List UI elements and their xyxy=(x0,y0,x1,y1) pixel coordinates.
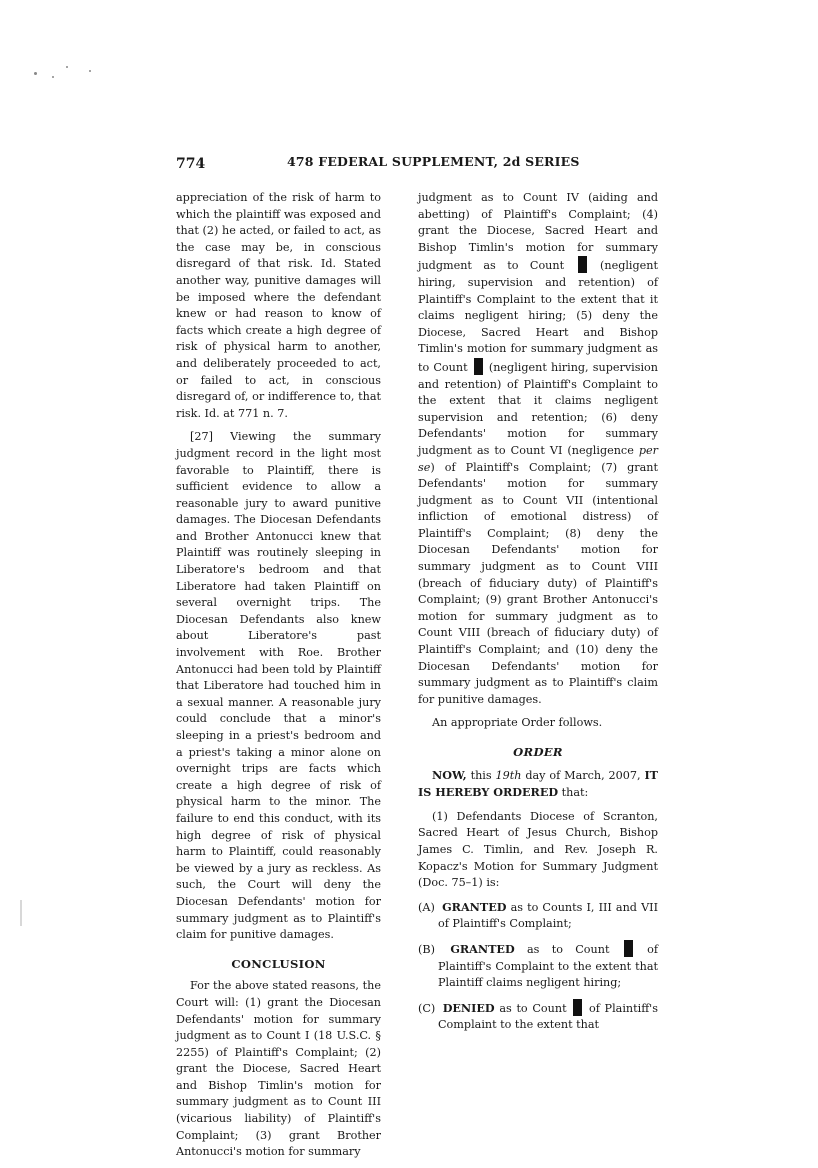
paragraph: appreciation of the risk of harm to which the plaintiff was exposed and that (2) he acted, or failed to act, as the case may be, in conscious disregard of that risk. Id. Stated another way, punitive damages will be imposed where the defendant knew or had reason to know of facts which create a high degree of risk of physical harm to another, and deliberately proceeded to act, or failed to act, in conscious disregard of, or indifference to, that risk. Id. at 771 n. 7. xyxy=(176,191,381,420)
left-column xyxy=(176,190,381,1168)
text-run: per se xyxy=(418,443,659,474)
order-list xyxy=(418,899,658,1034)
text-run: as to Count xyxy=(526,942,610,956)
scan-speck xyxy=(52,76,54,78)
text-run: of Plaintiff's Complaint to the extent that xyxy=(438,1001,658,1032)
text-run: day of March, 2007, xyxy=(525,768,641,782)
text-run: judgment as to Count IV (aiding and abetting) of Plaintiff's Complaint; (4) grant the Diocese, Sacred Heart and Bishop Timlin's motion for summary judgment as to Count xyxy=(418,191,658,273)
text-run: that: xyxy=(561,786,589,800)
order-heading: ORDER xyxy=(513,745,563,759)
item-label: (B) xyxy=(418,942,435,956)
list-item xyxy=(418,940,658,992)
running-head: 478 FEDERAL SUPPLEMENT, 2d SERIES xyxy=(287,154,580,169)
text-run: 19th xyxy=(495,768,522,782)
paragraph: [27] Viewing the summary judgment record in the light most favorable to Plaintiff, there is sufficient evidence to allow a reasonable jury to award punitive damages. The Diocesan Defendants and Brother Antonucci knew that Plaintiff was routinely sleeping in Liberatore's bedroom and that Liberatore had taken Plaintiff on several overnight trips. The Diocesan Defendants also knew about Liberatore's past involvement with Roe. Brother Antonucci had been told by Plaintiff that Liberatore had touched him in a sexual manner. A reasonable jury could conclude that a minor's sleeping in a priest's bedroom and a priest's taking a minor alone on overnight trips are facts which create a high degree of risk of physical harm to the minor. The failure to end this conduct, with its high degree of risk of physical harm to Plaintiff, could reasonably be viewed by a jury as reckless. As such, the Court will deny the Diocesan Defendants' motion for summary judgment as to Plaintiff's claim for punitive damages. xyxy=(176,430,381,942)
text-run: (negligent hiring, supervision and retention) of Plaintiff's Complaint to the extent that it claims negligent hiring; (5) deny the Diocese, Sacred Heart and Bishop Timlin's motion for summary judgment as to Count xyxy=(418,259,658,374)
text-run: as to Counts I, III and VII of Plaintiff's Complaint; xyxy=(438,900,659,931)
text-run: DENIED xyxy=(442,1000,495,1015)
redaction-bar xyxy=(578,256,587,273)
paragraph: For the above stated reasons, the Court will: (1) grant the Diocesan Defendants' motion for summary judgment as to Count I (18 U.S.C. § 2255) of Plaintiff's Complaint; (2) grant the Diocese, Sacred Heart and Bishop Timlin's motion for summary judgment as to Count III (vicarious liability) of Plaintiff's Complaint; (3) grant Brother Antonucci's motion for summary xyxy=(176,979,381,1159)
scan-speck xyxy=(89,70,91,72)
redaction-bar xyxy=(624,940,633,957)
order-intro xyxy=(418,767,658,802)
paragraph: An appropriate Order follows. xyxy=(432,716,603,730)
paragraph xyxy=(418,190,658,708)
text-run: IT IS HEREBY ORDERED xyxy=(418,767,658,800)
item-label: (A) xyxy=(418,900,435,914)
text-run: ) of Plaintiff's Complaint; (7) grant Defendants' motion for summary judgment as to Count VII (intentional infliction of emotional distress) of Plaintiff's Complaint; (8) deny the Diocesan Defendants' motion for summary judgment as to Count VIII (breach of fiduciary duty) of Plaintiff's Complaint; (9) grant Brother Antonucci's motion for summary judgment as to Count VIII (breach of fiduciary duty) of Plaintiff's Complaint; and (10) deny the Diocesan Defendants' motion for summary judgment as to Plaintiff's claim for punitive damages. xyxy=(418,460,658,706)
paragraph: (1) Defendants Diocese of Scranton, Sacred Heart of Jesus Church, Bishop James C. Timlin, and Rev. Joseph R. Kopacz's Motion for Summary Judgment (Doc. 75–1) is: xyxy=(418,809,658,890)
list-item xyxy=(418,999,658,1034)
list-item xyxy=(418,899,658,933)
text-run: NOW, xyxy=(432,767,467,782)
page-number: 774 xyxy=(176,156,206,172)
text-run: this xyxy=(470,768,492,782)
conclusion-heading: CONCLUSION xyxy=(231,956,326,971)
redaction-bar xyxy=(474,358,483,375)
scan-speck xyxy=(66,66,68,68)
text-run: as to Count xyxy=(499,1001,567,1015)
scan-speck xyxy=(34,72,37,75)
text-run: of Plaintiff's Complaint to the extent that Plaintiff claims negligent hiring; xyxy=(438,942,658,990)
redaction-bar xyxy=(573,999,582,1016)
text-run: GRANTED xyxy=(442,899,507,914)
scan-mark xyxy=(20,900,22,926)
right-column xyxy=(418,190,658,1041)
text-run: (negligent hiring, supervision and retention) of Plaintiff's Complaint to the extent that it claims negligent supervision and retention; (6) deny Defendants' motion for summary judgment as to Count VI (negligence xyxy=(418,360,658,457)
item-label: (C) xyxy=(418,1001,436,1015)
text-run: GRANTED xyxy=(450,941,515,956)
